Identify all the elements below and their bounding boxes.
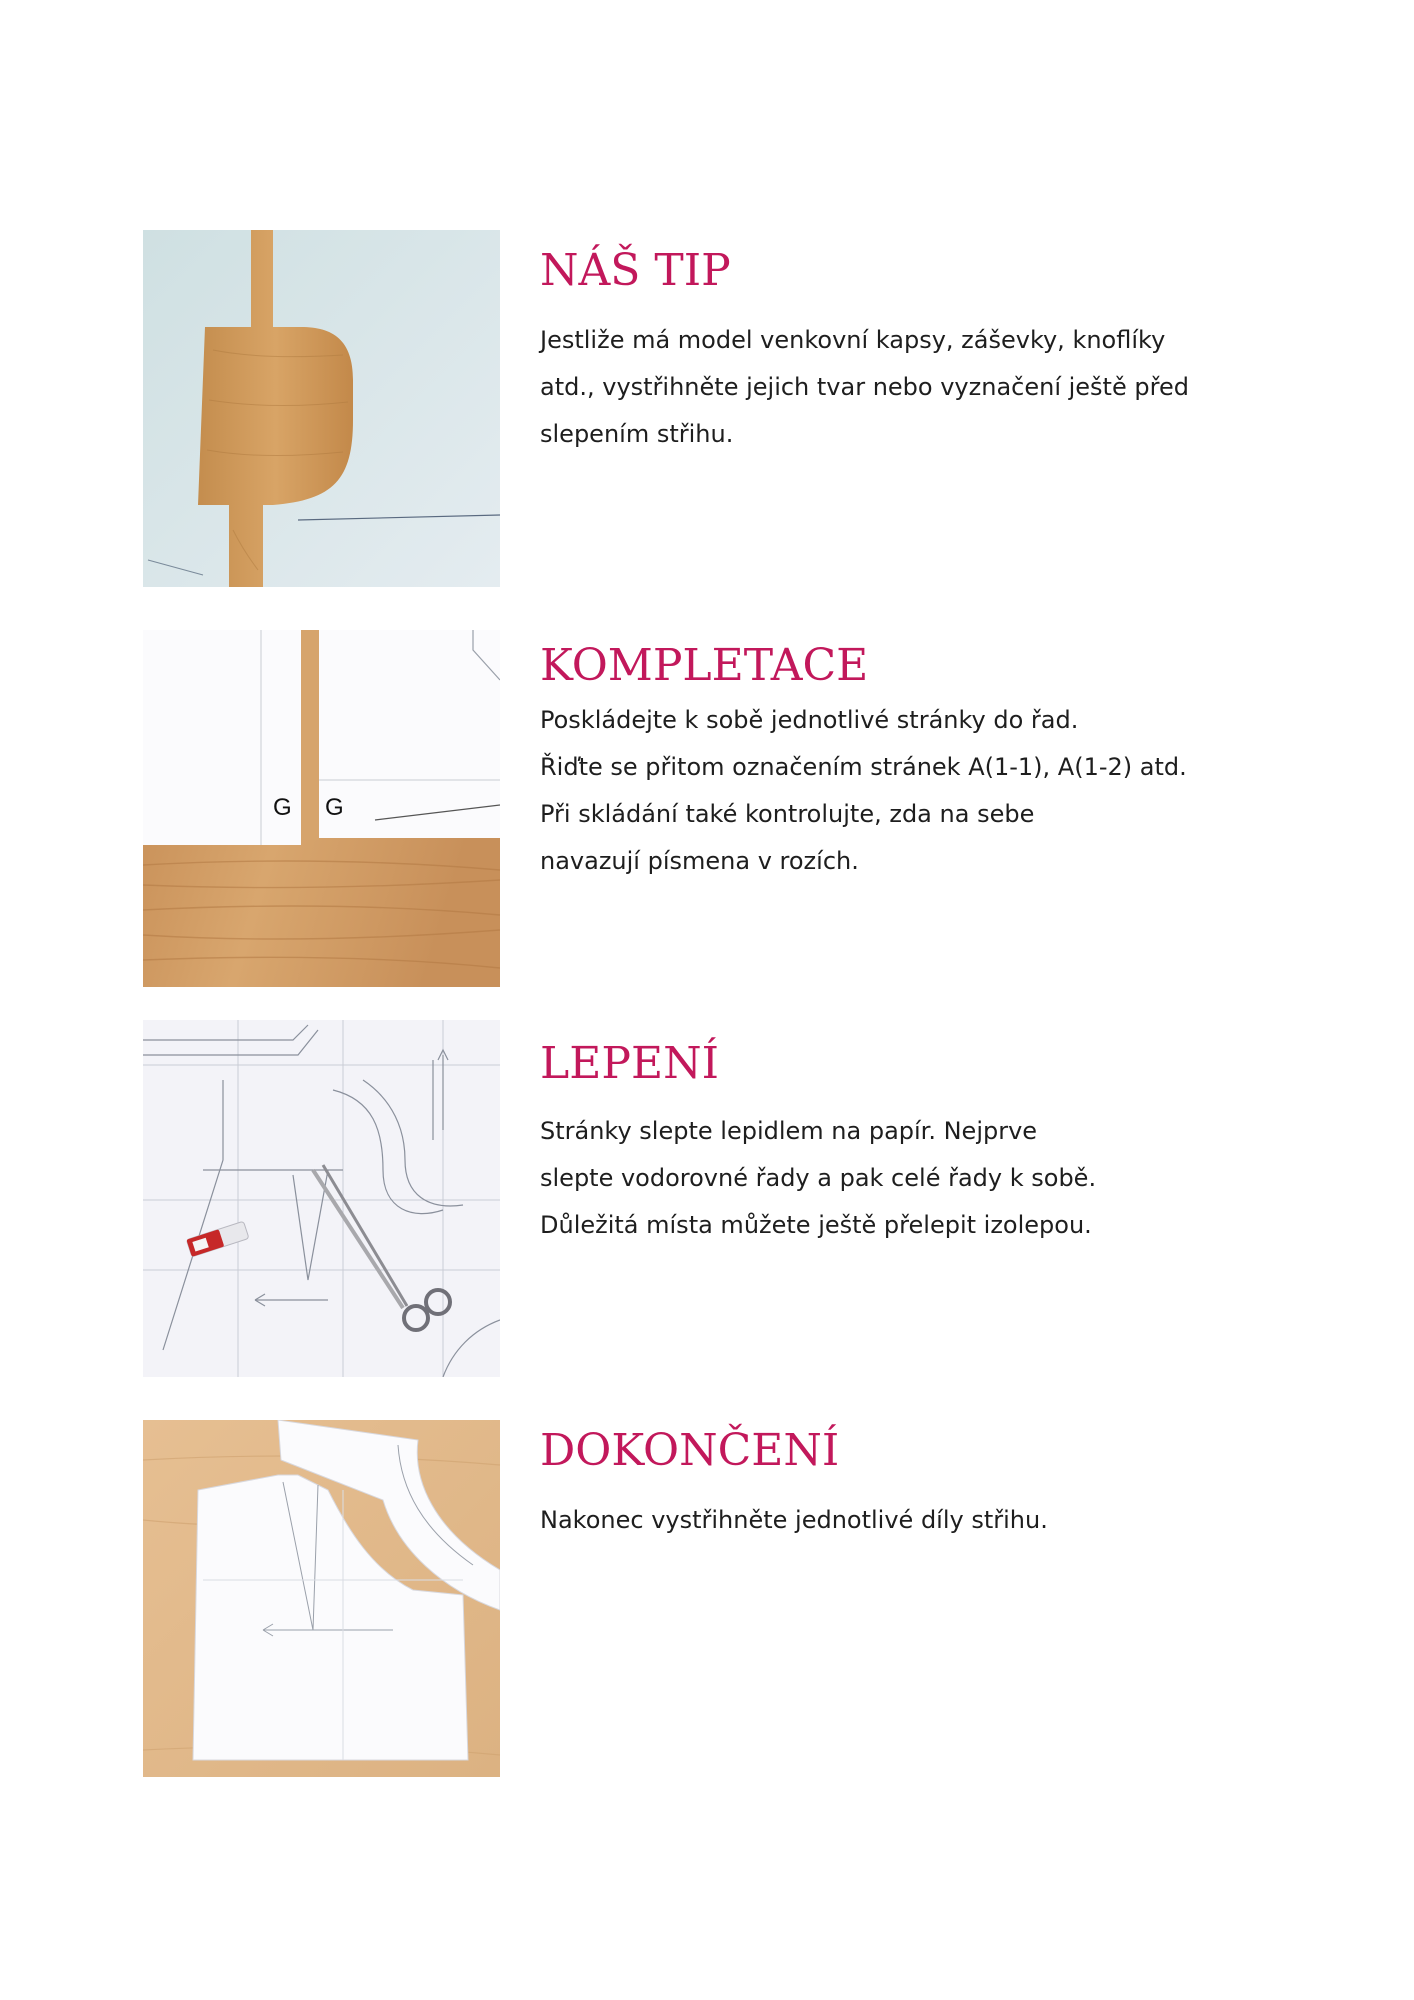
text-line: Důležitá místa můžete ještě přelepit izolepou. bbox=[540, 1211, 1092, 1239]
pocket-cutout-image bbox=[143, 230, 500, 587]
pages-alignment-image bbox=[143, 630, 500, 987]
corner-letter-right: G bbox=[325, 794, 344, 821]
corner-letter-left: G bbox=[273, 794, 292, 821]
section-title: DOKONČENÍ bbox=[540, 1425, 840, 1476]
text-line: Při skládání také kontrolujte, zda na sebe bbox=[540, 800, 1035, 828]
section-body bbox=[540, 1497, 1300, 1544]
pocket-cutout-photo bbox=[143, 230, 500, 587]
text-line: navazují písmena v rozích. bbox=[540, 847, 859, 875]
section-title: KOMPLETACE bbox=[540, 640, 869, 691]
cut-pieces-image bbox=[143, 1420, 500, 1777]
text-line: atd., vystřihněte jejich tvar nebo vyznačení ještě před bbox=[540, 373, 1189, 401]
text-line: Poskládejte k sobě jednotlivé stránky do řad. bbox=[540, 706, 1079, 734]
text-line: Řiďte se přitom označením stránek A(1-1), A(1-2) atd. bbox=[540, 753, 1187, 781]
glueing-image bbox=[143, 1020, 500, 1377]
section-title: LEPENÍ bbox=[540, 1038, 719, 1089]
section-title: NÁŠ TIP bbox=[540, 245, 731, 296]
section-body bbox=[540, 1108, 1300, 1249]
section-body bbox=[540, 317, 1300, 458]
glueing-photo bbox=[143, 1020, 500, 1377]
section-body bbox=[540, 697, 1300, 885]
text-line: Nakonec vystřihněte jednotlivé díly střihu. bbox=[540, 1506, 1048, 1534]
text-line: slepte vodorovné řady a pak celé řady k sobě. bbox=[540, 1164, 1097, 1192]
text-line: Stránky slepte lepidlem na papír. Nejprve bbox=[540, 1117, 1038, 1145]
text-line: slepením střihu. bbox=[540, 420, 734, 448]
pages-alignment-photo bbox=[143, 630, 500, 987]
text-line: Jestliže má model venkovní kapsy, záševky, knoflíky bbox=[540, 326, 1166, 354]
cut-pieces-photo bbox=[143, 1420, 500, 1777]
